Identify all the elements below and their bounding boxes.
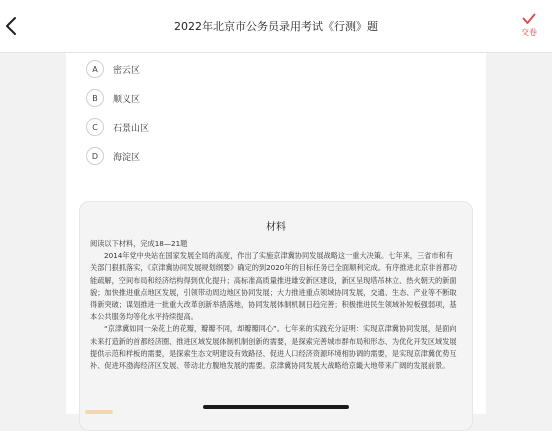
page-title: 2022年北京市公务员录用考试《行测》题 [174, 20, 378, 33]
option-letter: D [86, 147, 104, 165]
option-text: 石景山区 [113, 123, 150, 134]
top-bar [0, 0, 552, 53]
submit-button[interactable] [518, 12, 540, 38]
material-intro: 阅读以下材料，完成18—21题 [90, 239, 188, 248]
submit-label: 交卷 [521, 28, 537, 37]
material-paragraph-2: “京津冀如同一朵花上的花瓣，瓣瓣不同，却瓣瓣同心”。七年来的实践充分证明：实现京津冀协同发展，是面向未来打造新的首都经济圈、推进区域发展体制机制创新的需要，是探索完善城市群布局和形态、为优化开发区域发展提供示范和样板的需要，是探索生态文明建设有效路径、促进人口经济资源环境相协调的需要，是实现京津冀优势互补、促进环渤海经济区发展、带动北方腹地发展的需要。京津冀协同发展大战略给京畿大地带来广阔的发展前景。 [90, 324, 457, 371]
option-c[interactable] [86, 117, 149, 137]
question-sheet [66, 53, 486, 414]
option-a[interactable] [86, 59, 140, 79]
option-text: 海淀区 [113, 152, 141, 163]
checkmark-icon [522, 12, 536, 26]
option-text: 顺义区 [113, 94, 141, 105]
material-body [90, 238, 460, 372]
home-indicator[interactable] [203, 405, 349, 409]
content-area [0, 53, 552, 414]
material-card [79, 201, 473, 431]
bottom-button-peek [85, 410, 113, 414]
option-b[interactable] [86, 88, 140, 108]
material-paragraph-1: 2014年党中央站在国家发展全局的高度，作出了实施京津冀协同发展战略这一重大决策。七年来，三省市和有关部门狠抓落实，《京津冀协同发展规划纲要》确定的到2020年的目标任务已全面顺利完成。有序推进北京非首都功能疏解，空间布局和经济结构得到优化提升；高标准高质量推进雄安新区建设，新区呈现塔吊林立、热火朝天的新面貌；加快推进重点地区发展，引领带动周边地区协同发展；大力推进重点领域协同发展，交通、生态、产业等不断取得新突破；谋划推进一批重大改革创新举措落地，协同发展体制机制日趋完善；积极推进民生领域补短板强弱项，基本公共服务均等化水平持续提高。 [90, 251, 457, 322]
option-text: 密云区 [113, 65, 141, 76]
material-title: 材料 [266, 222, 286, 233]
option-letter: A [86, 60, 104, 78]
option-letter: C [86, 118, 104, 136]
option-d[interactable] [86, 146, 140, 166]
option-letter: B [86, 89, 104, 107]
